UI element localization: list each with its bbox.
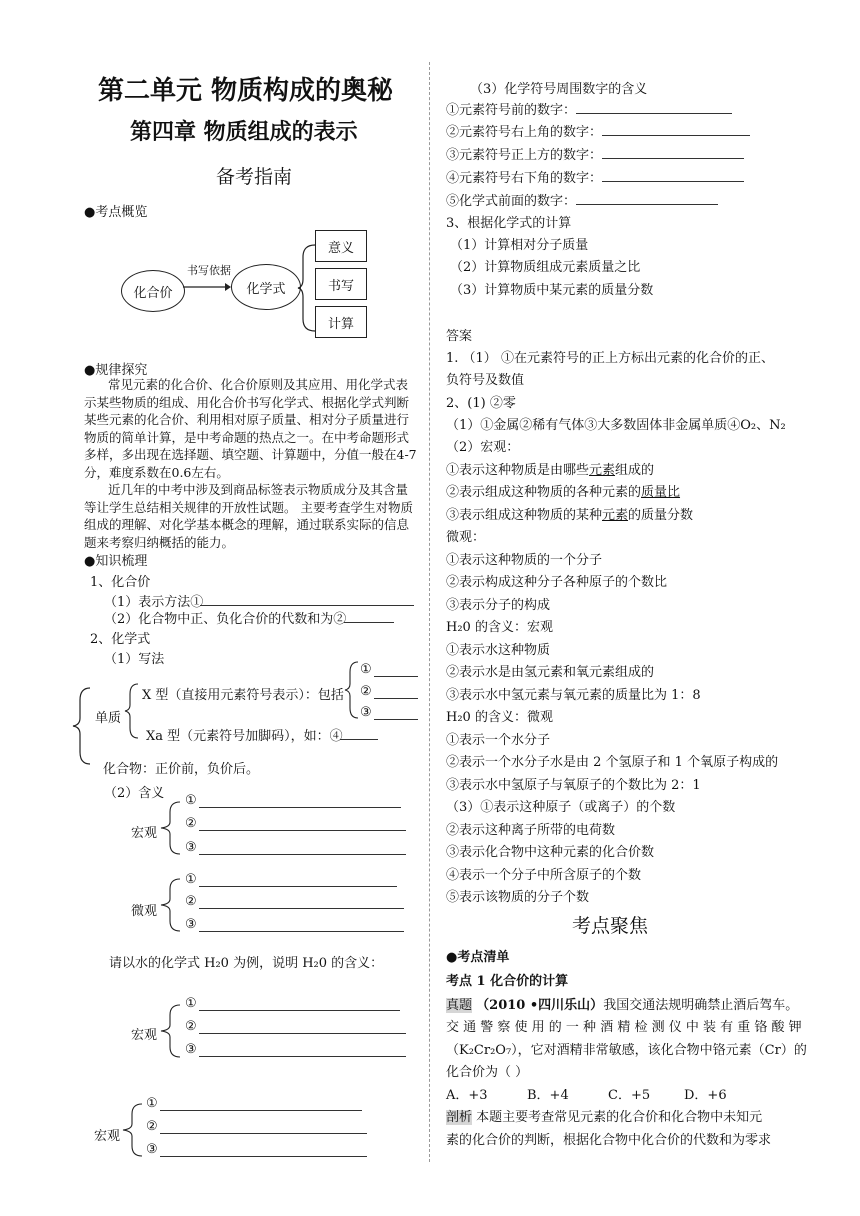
answer-7c: 的质量分数 <box>628 508 694 523</box>
law-paragraph-2: 近几年的中考中涉及到商品标签表示物质成分及其含量等让学生总结相关规律的开放性试题。 主要考查学生对物质组成的理解、对化学基本概念的理解，通过联系实际的信息题来考察归纳概括的能力。 <box>84 482 413 550</box>
r5: ⑤化学式前面的数字： <box>446 194 577 209</box>
unit-title: 第二单元 物质构成的奥秘 <box>98 76 394 106</box>
macro2-1: ① <box>185 996 197 1011</box>
answer-1: 1. （1） ①在元素符号的正上方标出元素的化合价的正、 <box>446 351 774 366</box>
blank-1 <box>200 605 414 606</box>
answer-16: H₂0 的含义：微观 <box>446 710 553 725</box>
arrow-icon <box>183 282 231 292</box>
oval-formula <box>231 264 301 310</box>
blank-u1 <box>199 886 397 887</box>
circle-1: ① <box>360 662 372 677</box>
blank-r5 <box>576 204 718 205</box>
answer-17: ①表示一个水分子 <box>446 733 551 748</box>
answer-9: ①表示这种物质的一个分子 <box>446 553 603 568</box>
macro-1: ① <box>185 793 197 808</box>
formula-meaning: （2）含义 <box>104 786 165 801</box>
answer-23: ④表示一个分子中所含原子的个数 <box>446 868 642 883</box>
brace-icon <box>297 243 317 333</box>
chapter-title: 第四章 物质组成的表示 <box>130 120 358 145</box>
analysis-line-2: 素的化合价的判断，根据化合物中化合价的代数和为零求 <box>446 1133 772 1148</box>
box-meaning <box>315 230 367 262</box>
option-c: C．+5 <box>608 1088 651 1103</box>
blank-m1 <box>199 807 401 808</box>
blank-u2 <box>199 908 404 909</box>
kp1-title: 考点 1 化合价的计算 <box>446 974 569 989</box>
r1: ①元素符号前的数字： <box>446 103 577 118</box>
answer-3: （1）①金属②稀有气体③大多数固体非金属单质④O₂、N₂ <box>446 418 786 433</box>
symbol-numbers-title: （3）化学符号周围数字的含义 <box>470 82 648 97</box>
circle-2: ② <box>360 684 372 699</box>
arrow-label: 书写依据 <box>187 264 231 277</box>
answer-24: ⑤表示该物质的分子个数 <box>446 890 590 905</box>
answer-5a: ①表示这种物质是由哪些 <box>446 463 590 478</box>
question-source: （2010 •四川乐山） <box>476 998 604 1013</box>
macro-label-3: 宏观 <box>94 1129 121 1144</box>
answer-8: 微观： <box>446 530 486 545</box>
xa-type: Xa 型（元素符号加脚码），如：④ <box>146 729 343 744</box>
water-question: 请以水的化学式 H₂0 为例，说明 H₂0 的含义： <box>109 956 384 971</box>
blank-m2 <box>199 830 406 831</box>
brace-icon <box>160 877 182 933</box>
section-formula: 2、化学式 <box>90 632 151 647</box>
answer-2: 2、(1) ②零 <box>446 396 516 411</box>
box-writing-label: 书写 <box>327 278 354 294</box>
option-a: A．+3 <box>446 1088 488 1103</box>
question-line-2: 交 通 警 察 使 用 的 一 种 酒 精 检 测 仪 中 装 有 重 铬 酸 钾 <box>446 1020 802 1035</box>
valence-sum: （2）化合物中正、负化合价的代数和为② <box>104 612 347 627</box>
answer-4: （2）宏观： <box>446 440 520 455</box>
option-d: D．+6 <box>684 1088 727 1103</box>
blank-r2 <box>602 135 750 136</box>
macro-label-2: 宏观 <box>131 1028 158 1043</box>
answer-18: ②表示一个水分子水是由 2 个氢原子和 1 个氧原子构成的 <box>446 755 779 770</box>
section-valence: 1、化合价 <box>90 575 151 590</box>
compound-rule: 化合物：正价前，负价后。 <box>103 762 260 777</box>
law-heading: ●规律探究 <box>84 363 148 378</box>
r2: ②元素符号右上角的数字： <box>446 125 603 140</box>
blank-w2 <box>199 1033 406 1034</box>
analysis-text-1: 本题主要考查常见元素的化合价和化合物中未知元 <box>472 1110 763 1125</box>
answer-19: ③表示水中氢原子与氧原子的个数比为 2：1 <box>446 778 701 793</box>
macro-label: 宏观 <box>131 826 158 841</box>
answer-15: ③表示水中氢元素与氧元素的质量比为 1：8 <box>446 688 701 703</box>
question-line-4: 化合价为（ ） <box>446 1065 529 1080</box>
macro3-2: ② <box>146 1119 158 1134</box>
blank-m3 <box>199 854 406 855</box>
blank-r1 <box>576 113 732 114</box>
answer-5c: 组成的 <box>615 463 655 478</box>
blank-w1 <box>199 1010 400 1011</box>
answer-10: ②表示构成这种分子各种原子的个数比 <box>446 575 668 590</box>
calc-2: （2）计算物质组成元素质量之比 <box>450 260 641 275</box>
micro-1: ① <box>185 872 197 887</box>
oval-valence-label: 化合价 <box>133 285 173 301</box>
answer-6b: 质量比 <box>641 485 681 500</box>
micro-3: ③ <box>185 917 197 932</box>
r4: ④元素符号右下角的数字： <box>446 171 603 186</box>
micro-2: ② <box>185 894 197 909</box>
calc-1: （1）计算相对分子质量 <box>450 238 589 253</box>
macro2-3: ③ <box>185 1042 197 1057</box>
focus-title: 考点聚焦 <box>572 915 649 937</box>
blank-v2 <box>160 1133 367 1134</box>
tag-analysis: 剖析 <box>446 1110 473 1125</box>
answer-14: ②表示水是由氢元素和氧元素组成的 <box>446 665 655 680</box>
circle-3: ③ <box>360 705 372 720</box>
formula-writing: （1）写法 <box>104 652 165 667</box>
option-b: B．+4 <box>527 1088 569 1103</box>
brace-icon <box>72 686 92 766</box>
question-text-1: 我国交通法规明确禁止酒后驾车。 <box>603 998 799 1013</box>
macro3-3: ③ <box>146 1142 158 1157</box>
answer-6 <box>446 481 680 500</box>
macro-3: ③ <box>185 840 197 855</box>
brace-icon <box>160 1003 182 1059</box>
overview-heading: ●考点概览 <box>84 205 148 220</box>
answer-21: ②表示这种离子所带的电荷数 <box>446 823 616 838</box>
oval-formula-label: 化学式 <box>246 281 286 297</box>
simple-substance-label: 单质 <box>95 711 122 726</box>
law-paragraph-1: 常见元素的化合价、化合价原则及其应用、用化学式表示某些物质的组成、用化合价书写化学式、根据化学式判断某些元素的化合价、利用相对原子质量、相对分子质量进行物质的简单计算，是中考命题的热点之一。在中考命题形式多样，多出现在选择题、填空题、计算题中，分值一般在4-7分，难度系数在0.6左右。 <box>84 377 417 480</box>
box-writing <box>315 268 367 300</box>
tag-real: 真题 <box>446 998 473 1013</box>
blank-4 <box>340 739 378 740</box>
answer-7b: 元素 <box>602 508 629 523</box>
blank-r3 <box>602 158 744 159</box>
valence-method: （1）表示方法① <box>104 595 204 610</box>
answer-20: （3）①表示这种原子（或离子）的个数 <box>446 800 676 815</box>
answer-11: ③表示分子的构成 <box>446 598 551 613</box>
blank-x3 <box>374 719 418 720</box>
answer-13: ①表示水这种物质 <box>446 643 551 658</box>
analysis-line-1 <box>446 1106 762 1125</box>
answer-5b: 元素 <box>589 463 616 478</box>
knowledge-heading: ●知识梳理 <box>84 554 148 569</box>
brace-icon <box>124 682 140 740</box>
calc-3: （3）计算物质中某元素的质量分数 <box>450 283 654 298</box>
oval-valence <box>121 270 185 312</box>
box-calc <box>315 306 367 338</box>
question-line-1 <box>446 994 798 1013</box>
focus-list-heading: ●考点清单 <box>446 950 510 965</box>
answers-title: 答案 <box>446 329 473 344</box>
micro-label: 微观 <box>131 904 158 919</box>
macro2-2: ② <box>185 1019 197 1034</box>
blank-x2 <box>374 698 418 699</box>
calc-title: 3、根据化学式的计算 <box>446 216 572 231</box>
guide-title: 备考指南 <box>216 166 293 188</box>
answer-5 <box>446 459 654 478</box>
blank-r4 <box>602 181 744 182</box>
x-type: X 型（直接用元素符号表示）：包括 <box>142 688 344 703</box>
blank-w3 <box>199 1056 406 1057</box>
box-calc-label: 计算 <box>327 316 354 332</box>
question-line-3: （K₂Cr₂O₇），它对酒精非常敏感，该化合物中铬元素（Cr）的 <box>446 1043 807 1058</box>
brace-icon <box>160 800 182 856</box>
blank-v3 <box>160 1156 367 1157</box>
box-meaning-label: 意义 <box>327 240 354 256</box>
blank-u3 <box>199 931 404 932</box>
blank-2 <box>344 622 394 623</box>
answer-7a: ③表示组成这种物质的某种 <box>446 508 603 523</box>
answer-7 <box>446 504 693 523</box>
macro3-1: ① <box>146 1096 158 1111</box>
brace-icon <box>122 1102 144 1158</box>
answer-22: ③表示化合物中这种元素的化合价数 <box>446 845 655 860</box>
answer-1b: 负符号及数值 <box>446 373 525 388</box>
answer-6a: ②表示组成这种物质的各种元素的 <box>446 485 642 500</box>
brace-icon <box>344 660 360 720</box>
blank-v1 <box>160 1110 362 1111</box>
column-divider <box>429 62 430 1162</box>
macro-2: ② <box>185 816 197 831</box>
answer-12: H₂0 的含义：宏观 <box>446 620 553 635</box>
r3: ③元素符号正上方的数字： <box>446 148 603 163</box>
blank-x1 <box>374 676 418 677</box>
